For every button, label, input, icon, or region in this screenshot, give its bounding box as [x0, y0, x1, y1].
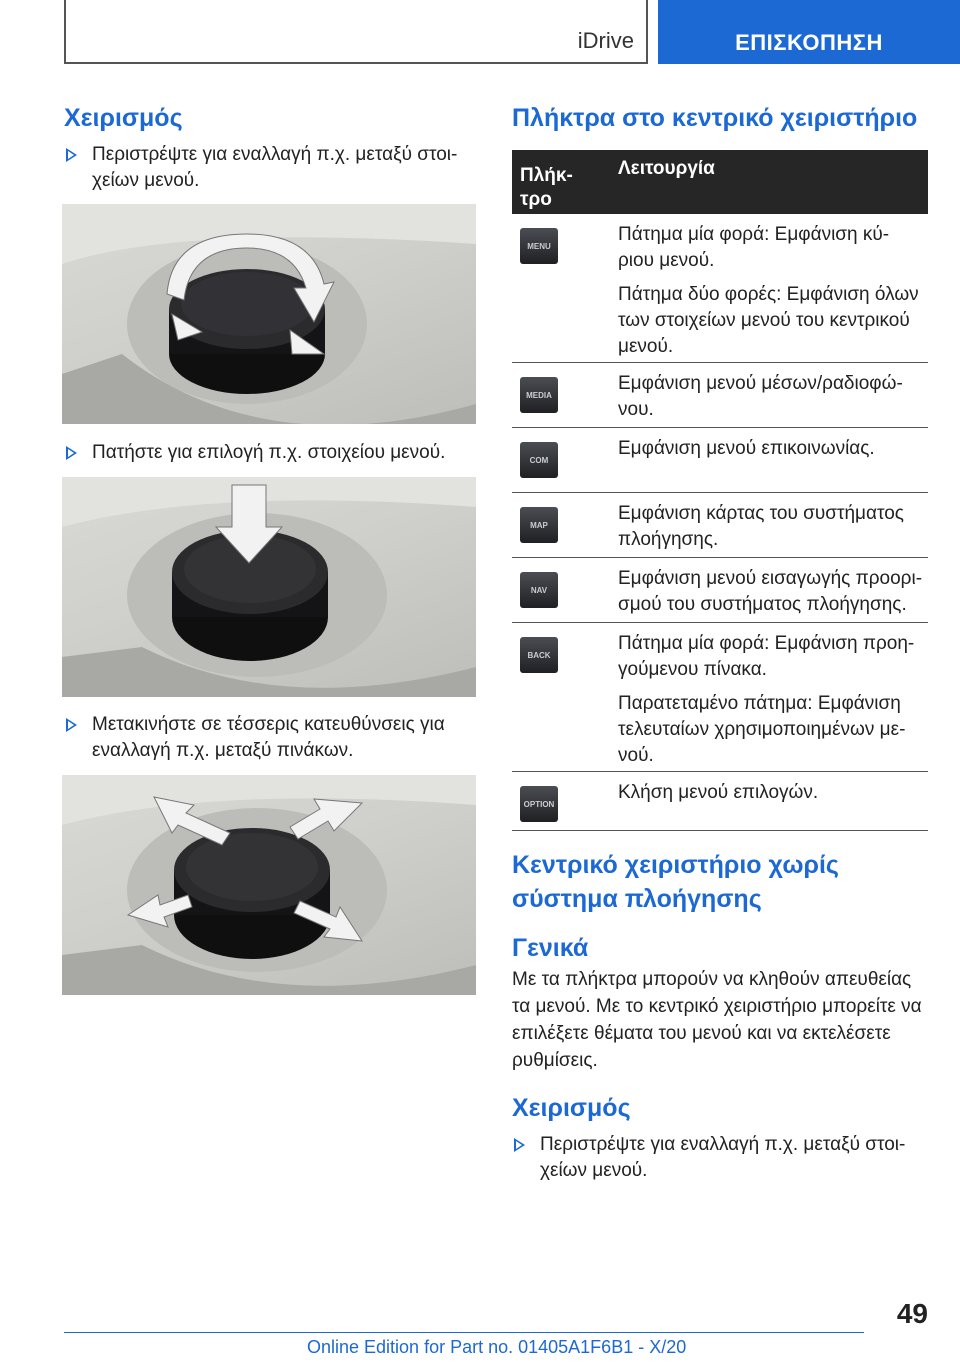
row-text-line: Εμφάνιση μενού εισαγωγής προορι-	[618, 568, 923, 589]
controller-rotate-image	[62, 204, 476, 424]
row-text-line: Πάτημα μία φορά: Εμφάνιση προη-	[618, 633, 915, 654]
row-function-text	[618, 436, 928, 470]
left-step-3	[62, 712, 482, 764]
map-button-icon: MAP	[520, 507, 558, 543]
step-line: Περιστρέψτε για εναλλαγή π.χ. μεταξύ στοι-	[540, 1134, 906, 1155]
row-text-line: τελευταίων χρησιμοποιημένων με-	[618, 719, 906, 740]
bullet-triangle-icon	[66, 446, 77, 460]
table-body	[512, 214, 928, 831]
left-step-1	[62, 142, 482, 194]
header-frame	[64, 0, 648, 64]
option-button-icon: OPTION	[520, 786, 558, 822]
para-line: τα μενού. Με το κεντρικό χειριστήριο μπορείτε να	[512, 996, 922, 1017]
table-row	[512, 623, 928, 772]
row-text-line: Εμφάνιση μενού επικοινωνίας.	[618, 438, 875, 459]
buttons-table	[512, 150, 928, 831]
row-text-line: πλοήγησης.	[618, 529, 719, 550]
row-text-line: σμού του συστήματος πλοήγησης.	[618, 594, 907, 615]
para-line: επιλέξετε θέματα του μενού και να εκτελέσετε	[512, 1023, 891, 1044]
table-header	[512, 150, 928, 214]
row-text-line: νου.	[618, 399, 654, 420]
row-function-text	[618, 371, 928, 431]
row-function-text	[618, 501, 928, 561]
heading2-line: Κεντρικό χειριστήριο χωρίς	[512, 851, 839, 879]
step-line: Πατήστε για επιλογή π.χ. στοιχείου μενού.	[92, 442, 446, 463]
back-button-icon: BACK	[520, 637, 558, 673]
general-paragraph	[512, 966, 932, 1074]
row-function-text	[618, 780, 928, 814]
right-heading-2	[512, 848, 839, 916]
bullet-triangle-icon	[66, 718, 77, 732]
col1-line2: τρο	[520, 189, 552, 210]
header-section-tab: ΕΠΙΣΚΟΠΗΣΗ	[658, 0, 960, 64]
step-line: εναλλαγή π.χ. μεταξύ πινάκων.	[92, 740, 354, 761]
table-col-function: Λειτουργία	[618, 158, 715, 179]
left-heading: Χειρισμός	[64, 104, 183, 132]
page-number: 49	[896, 1298, 928, 1329]
nav-button-icon: NAV	[520, 572, 558, 608]
row-text-line: Εμφάνιση μενού μέσων/ραδιοφώ-	[618, 373, 903, 394]
para-line: ρυθμίσεις.	[512, 1050, 598, 1071]
row-function-text	[618, 631, 928, 777]
para-line: Με τα πλήκτρα μπορούν να κληθούν απευθείας	[512, 969, 912, 990]
row-text-line: μενού.	[618, 336, 674, 357]
row-text-line: Πάτημα μία φορά: Εμφάνιση κύ-	[618, 224, 890, 245]
col1-line1: Πλήκ-	[520, 165, 573, 186]
left-step-2	[62, 440, 482, 466]
footer-edition: Online Edition for Part no. 01405A1F6B1 - X/20	[307, 1337, 687, 1357]
table-row	[512, 363, 928, 428]
bullet-triangle-icon	[66, 148, 77, 162]
table-row	[512, 493, 928, 558]
heading2-line: σύστημα πλοήγησης	[512, 885, 762, 913]
step-line: χείων μενού.	[540, 1160, 648, 1181]
header-section-label: iDrive	[577, 28, 634, 53]
row-function-text	[618, 566, 928, 626]
general-heading: Γενικά	[512, 934, 589, 962]
table-row	[512, 772, 928, 831]
table-row	[512, 558, 928, 623]
media-button-icon: MEDIA	[520, 377, 558, 413]
row-text-line: γούμενου πίνακα.	[618, 659, 767, 680]
table-row	[512, 214, 928, 363]
right-heading: Πλήκτρα στο κεντρικό χειριστήριο	[512, 104, 918, 132]
bullet-triangle-icon	[514, 1138, 525, 1152]
row-text-line: ριου μενού.	[618, 250, 715, 271]
row-text-line: των στοιχείων μενού του κεντρικού	[618, 310, 910, 331]
right-step-1	[510, 1132, 940, 1184]
row-text-line: νού.	[618, 745, 654, 766]
step-line: Μετακινήστε σε τέσσερις κατευθύνσεις για	[92, 714, 445, 735]
row-function-text	[618, 222, 928, 368]
row-text-line: Πάτημα δύο φορές: Εμφάνιση όλων	[618, 284, 919, 305]
step-line: Περιστρέψτε για εναλλαγή π.χ. μεταξύ στοι-	[92, 144, 458, 165]
step-line: χείων μενού.	[92, 170, 200, 191]
controller-press-image	[62, 477, 476, 697]
footer-rule	[64, 1332, 864, 1333]
controller-tilt-image	[62, 775, 476, 995]
operation-heading: Χειρισμός	[512, 1094, 631, 1122]
com-button-icon: COM	[520, 442, 558, 478]
menu-button-icon: MENU	[520, 228, 558, 264]
row-text-line: Εμφάνιση κάρτας του συστήματος	[618, 503, 904, 524]
row-text-line: Κλήση μενού επιλογών.	[618, 782, 819, 803]
table-col-key	[520, 164, 600, 212]
row-text-line: Παρατεταμένο πάτημα: Εμφάνιση	[618, 693, 901, 714]
table-row	[512, 428, 928, 493]
